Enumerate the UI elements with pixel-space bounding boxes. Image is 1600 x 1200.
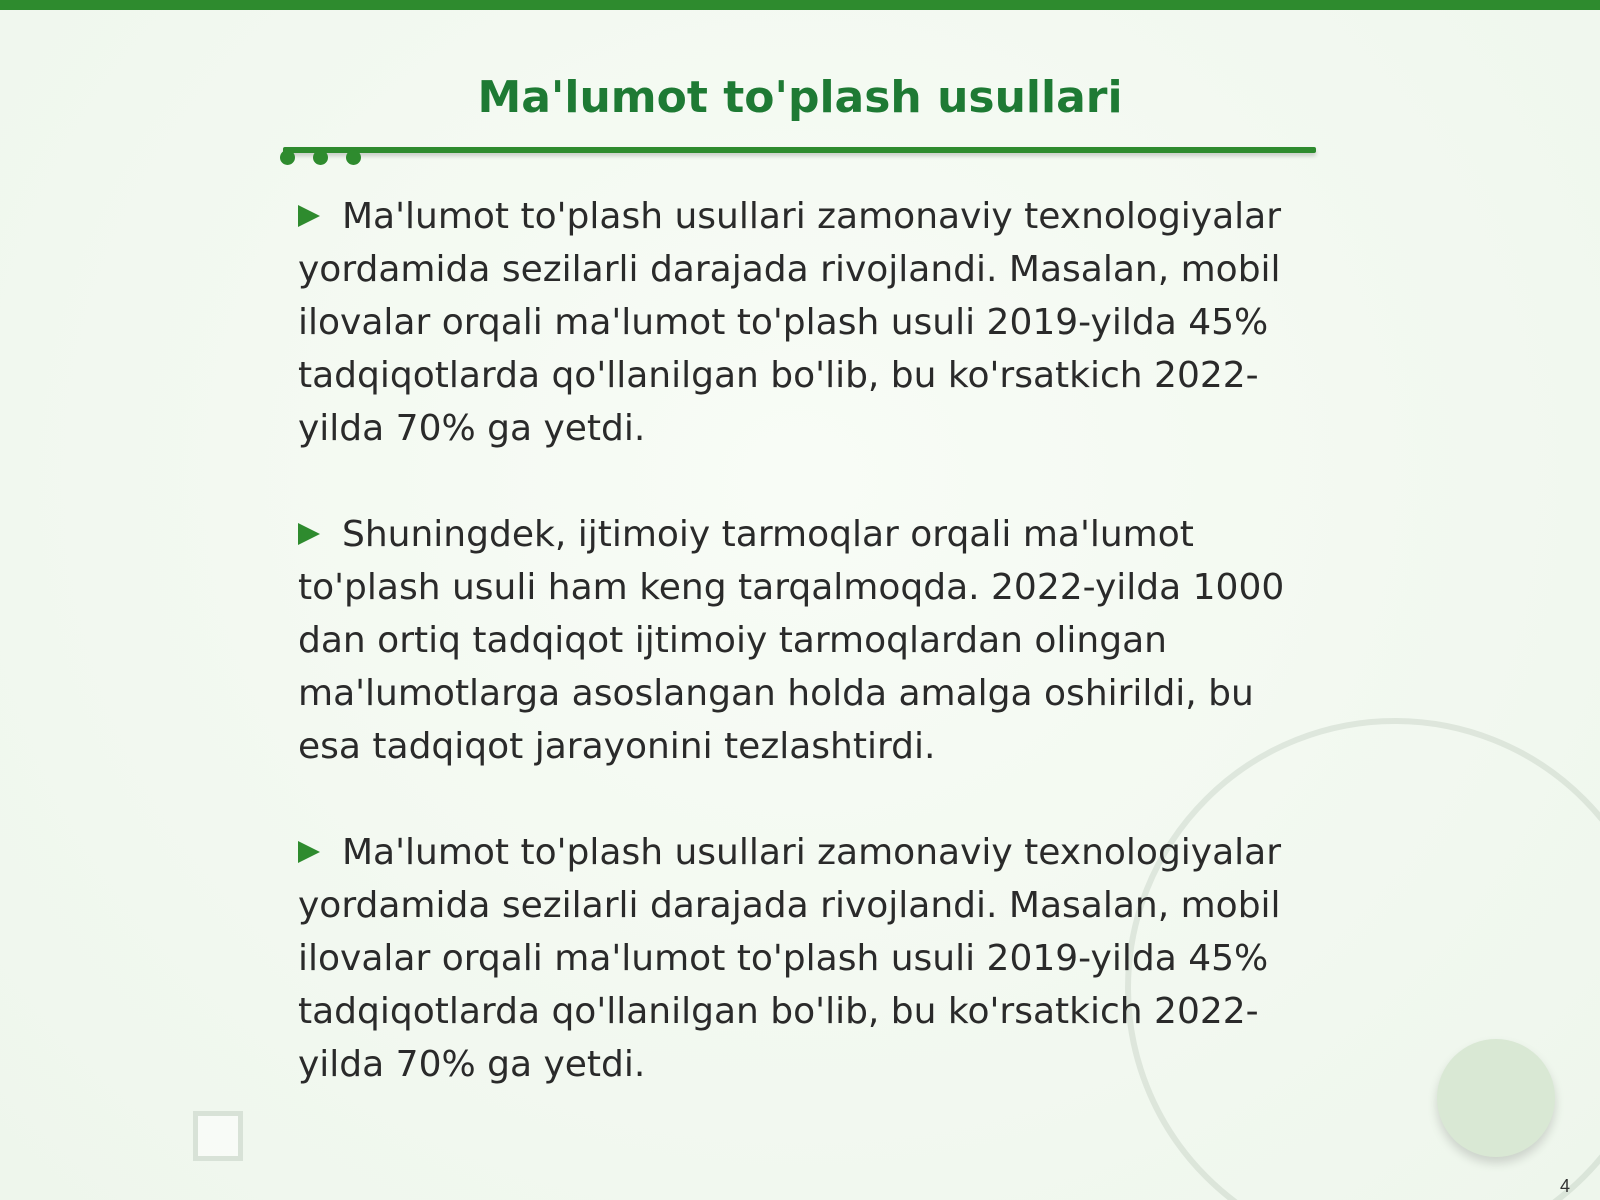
- triangle-right-icon: [298, 205, 320, 227]
- bullet-text: Shuningdek, ijtimoiy tarmoqlar orqali ma'lumot to'plash usuli ham keng tarqalmoqda. 2022-yilda 1000 dan ortiq tadqiqot ijtimoiy tarmoqlardan olingan ma'lumotlarga asoslangan holda amalga oshirildi, bu esa tadqiqot jarayonini tezlashtirdi.: [298, 514, 1285, 767]
- title-underline: [283, 147, 1316, 153]
- bullet-item: [298, 190, 1298, 455]
- bullet-item: [298, 508, 1298, 773]
- triangle-right-icon: [298, 523, 320, 545]
- bullet-list: [298, 190, 1298, 1144]
- decorative-dot-icon: [280, 150, 295, 165]
- decorative-circle: [1437, 1039, 1555, 1157]
- decorative-square: [193, 1111, 243, 1161]
- slide-title: Ma'lumot to'plash usullari: [477, 72, 1123, 123]
- top-accent-bar: [0, 0, 1600, 10]
- decorative-dot-icon: [313, 150, 328, 165]
- bullet-text: Ma'lumot to'plash usullari zamonaviy texnologiyalar yordamida sezilarli darajada rivojlandi. Masalan, mobil ilovalar orqali ma'lumot to'plash usuli 2019-yilda 45% tadqiqotlarda qo'llanilgan bo'lib, bu ko'rsatkich 2022-yilda 70% ga yetdi.: [298, 196, 1282, 449]
- page-number: 4: [1559, 1176, 1570, 1196]
- bullet-text: Ma'lumot to'plash usullari zamonaviy texnologiyalar yordamida sezilarli darajada rivojlandi. Masalan, mobil ilovalar orqali ma'lumot to'plash usuli 2019-yilda 45% tadqiqotlarda qo'llanilgan bo'lib, bu ko'rsatkich 2022-yilda 70% ga yetdi.: [298, 832, 1282, 1085]
- triangle-right-icon: [298, 841, 320, 863]
- bullet-item: [298, 826, 1298, 1091]
- decorative-dot-icon: [346, 150, 361, 165]
